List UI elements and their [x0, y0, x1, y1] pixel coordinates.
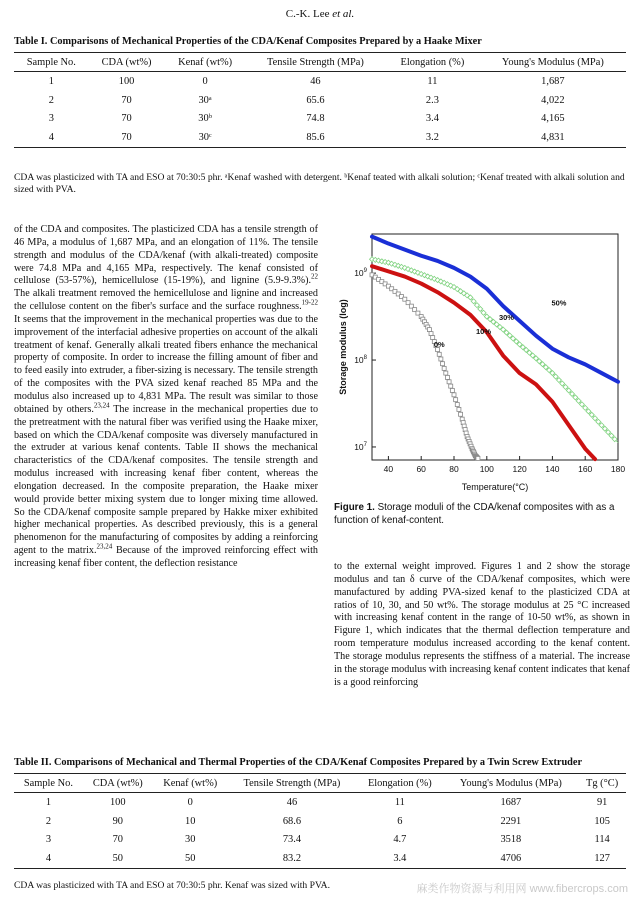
table2-header-cell: Young's Modulus (MPa) — [443, 774, 578, 793]
data-point — [455, 403, 459, 407]
body-text-segment: It seems that the improvement in the mechanical properties was due to the improvement of the interfacial adhesive properties on account of the alkali treatment of kenaf. Generally alkali treated fibers enhance the mechanical property of composite. In order to increase the filling amount of fiber and to feed easily into extruder, a fiber-sizing is necessary. The tensile strength of the composites with the PVA sized kenaf reached 85 MPa and the modulus also increased up to 4,831 MPa. The result was similar to those obtained by others. — [14, 313, 318, 415]
table2-caption: Table II. Comparisons of Mechanical and Thermal Properties of the CDA/Kenaf Composites Prepared by a Twin Screw Extruder — [14, 757, 583, 768]
table1-header-cell: Tensile Strength (MPa) — [246, 53, 385, 72]
y-tick-label — [354, 442, 367, 452]
table1-body — [14, 72, 626, 148]
table2-body — [14, 793, 626, 869]
table-cell: 127 — [578, 849, 626, 868]
data-point — [476, 456, 480, 460]
y-tick-label — [354, 355, 367, 365]
body-text-segment: Because of the improved reinforcing effect with increasing kenaf fiber content, the deflection resistance — [14, 545, 318, 569]
x-tick-label: 40 — [383, 464, 394, 474]
x-tick-label: 140 — [545, 464, 560, 474]
table-cell: 114 — [594, 834, 610, 846]
data-point — [449, 384, 453, 388]
table-cell: 4,165 — [541, 113, 565, 125]
series-annotation: 30% — [498, 313, 514, 323]
data-point — [452, 393, 456, 397]
table-cell: 83.2 — [228, 849, 357, 868]
x-tick-label: 120 — [512, 464, 527, 474]
table-cell: 3.4 — [425, 113, 439, 125]
y-tick-exponent: 7 — [363, 441, 367, 448]
body-text-segment: The increase in the mechanical properties due to the pretreatment with the natural fiber was verified using the Haake mixer, based on which the CDA/kenaf composite was diversely manufactured in the extruder at various kenaf contents. Table II shows the mechanical characteristics of the CDA/kenaf composites. The tensile strength and modulus increased with increasing kenaf fiber content, whereas the elongation decreased. In the composite preparation, the Haake mixer would provide better mixing system due to longer mixing time allowed. So the CDA/kenaf composite sample prepared by Hakke mixer exhibited higher mechanical properties. As described previously, this is a general phenomenon for the manufacturing of composites by adding a reinforcing agent to the matrix. — [14, 403, 319, 557]
data-point — [445, 375, 449, 379]
data-point — [454, 398, 458, 402]
table-cell: 85.6 — [246, 128, 385, 147]
table-row — [14, 72, 626, 91]
table-cell: 70 — [121, 94, 132, 106]
data-point — [444, 371, 448, 375]
table2-header-cell: Sample No. — [14, 774, 83, 793]
data-point — [450, 388, 454, 392]
table-cell: 1687 — [500, 796, 522, 808]
y-tick-base: 10 — [354, 441, 364, 452]
header-authors: C.-K. Lee — [285, 8, 330, 20]
table2-header-cell: Kenaf (wt%) — [153, 774, 228, 793]
y-tick-base: 10 — [354, 355, 364, 366]
table-row — [14, 110, 626, 129]
y-axis-label: Storage modulus (log) — [338, 299, 348, 395]
table-cell: 4,022 — [541, 94, 565, 106]
x-tick-label: 160 — [578, 464, 593, 474]
x-tick-label: 100 — [479, 464, 494, 474]
table-cell: 68.6 — [282, 815, 302, 827]
table-cell: 2 — [45, 815, 52, 827]
table-cell: 3.4 — [356, 849, 443, 868]
table-cell: 30 — [185, 834, 196, 846]
data-point — [429, 332, 433, 336]
table-cell: 3 — [45, 834, 52, 846]
table-cell: 65.6 — [306, 94, 325, 106]
table-cell: 10 — [185, 815, 196, 827]
x-tick-label: 180 — [610, 464, 626, 474]
table-cell: 11 — [427, 75, 438, 87]
data-point — [427, 328, 431, 332]
body-text-segment: of the CDA and composites. The plasticized CDA has a tensile strength of 46 MPa, a modulus of 1,687 MPa, and an elongation of 11%. The tensile strength and modulus of the CDA/kenaf (with alkali-treated) composite were 74.8 MPa and 4,165 MPa, respectively. The kenaf consisted of cellulose (53-57%), hemicellulose (15-19%), and lignine (5.9-9.3%). — [14, 224, 318, 287]
table-cell: 91 — [596, 796, 608, 808]
figure-1-caption — [334, 502, 630, 527]
table-cell: 2.3 — [425, 94, 439, 106]
table-cell: 30ᵃ — [198, 94, 212, 106]
data-point — [442, 366, 446, 370]
table-cell: 0 — [202, 75, 208, 87]
table-cell: 30ᵇ — [198, 113, 212, 125]
table-row — [14, 91, 626, 110]
table2-header-cell: Elongation (%) — [356, 774, 443, 793]
data-point — [441, 362, 445, 366]
data-point — [447, 380, 451, 384]
x-axis-label: Temperature(°C) — [461, 482, 529, 492]
series-annotation: 10% — [476, 326, 492, 336]
table-cell: 3518 — [500, 834, 522, 846]
table-cell: 3.2 — [385, 128, 480, 147]
figure-1 — [334, 228, 630, 498]
data-point — [459, 412, 463, 416]
table1-caption: Table I. Comparisons of Mechanical Properties of the CDA/Kenaf Composites Prepared by a Haake Mixer — [14, 36, 482, 47]
table-cell: 6 — [397, 815, 403, 827]
citation-ref: 23,24 — [96, 542, 113, 551]
figure-1-label: Figure 1. — [334, 502, 375, 513]
table-cell: 4.7 — [393, 834, 407, 846]
y-tick-exponent: 8 — [363, 355, 367, 362]
table-cell: 1 — [45, 796, 52, 808]
data-point — [457, 407, 461, 411]
table-cell: 0 — [187, 796, 193, 808]
table-cell: 3 — [48, 113, 54, 125]
table-cell: 100 — [109, 796, 126, 808]
table-cell: 70 — [112, 834, 123, 846]
table-cell: 70 — [89, 128, 165, 147]
watermark: 麻类作物资源与利用网 www.fibercrops.com — [416, 883, 628, 895]
table2-header-cell: Tensile Strength (MPa) — [228, 774, 357, 793]
table1-header-cell: Kenaf (wt%) — [164, 53, 245, 72]
table-cell: 105 — [594, 815, 610, 827]
table-cell: 11 — [394, 796, 405, 808]
x-tick-label: 80 — [449, 464, 459, 474]
table-row — [14, 812, 626, 831]
table-cell: 1 — [48, 75, 54, 87]
table-row — [14, 849, 626, 868]
table1-header-cell: Elongation (%) — [385, 53, 480, 72]
header-etal: et al. — [332, 8, 355, 20]
table-row — [14, 793, 626, 812]
table1 — [14, 52, 626, 148]
table1-header-cell: CDA (wt%) — [89, 53, 165, 72]
table-cell: 74.8 — [306, 113, 325, 125]
table2-header-cell: Tg (°C) — [578, 774, 626, 793]
data-point — [437, 352, 441, 356]
data-point — [431, 336, 435, 340]
table-cell: 46 — [310, 75, 321, 87]
table-row — [14, 831, 626, 850]
table-cell: 4706 — [443, 849, 578, 868]
running-header — [0, 8, 640, 20]
body-text-right: to the external weight improved. Figures 1 and 2 show the storage modulus and tan δ curve of the CDA/kenaf composites, which were manufactured by adding PVA-sized kenaf to the plasticized CDA at ratios of 10, 30, and 50 wt%. The storage modulus at 25 °C increased with increasing kenaf content in the range of 10-50 wt%, as shown in Figure 1, which indicates that the thermal deflection temperature and room temperature modulus increased according to the kenaf content. The storage modulus represents the stiffness of a material. The increase in the storage modulus with increasing kenaf content indicates that kenaf is a good reinforcing — [334, 561, 630, 688]
table2-header-row — [14, 774, 626, 793]
table1-note: CDA was plasticized with TA and ESO at 70:30:5 phr. ᵃKenaf washed with detergent. ᵇKenaf teated with alkali solution; ᶜKenaf treated with alkali solution and sized with PVA. — [14, 172, 625, 195]
table-cell: 50 — [83, 849, 153, 868]
series-annotation: 0% — [433, 340, 445, 349]
y-tick-label — [354, 268, 367, 278]
series-annotation: 50% — [551, 298, 567, 308]
body-text-left — [14, 224, 318, 571]
table-cell: 4 — [14, 849, 83, 868]
table-cell: 2291 — [500, 815, 522, 827]
y-tick-exponent: 9 — [363, 268, 367, 275]
table-cell: 4,831 — [480, 128, 626, 147]
table-cell: 1,687 — [541, 75, 565, 87]
citation-ref: 22 — [311, 273, 318, 281]
table-cell: 30ᶜ — [164, 128, 245, 147]
table-cell: 50 — [153, 849, 228, 868]
table-cell: 100 — [118, 75, 135, 87]
y-tick-base: 10 — [354, 268, 364, 279]
table1-header-row — [14, 53, 626, 72]
figure-1-caption-text: Storage moduli of the CDA/kenaf composites with as a function of kenaf-content. — [334, 502, 615, 526]
citation-ref: 19-22 — [301, 298, 318, 307]
table-cell: 46 — [286, 796, 298, 808]
table1-header-cell: Young's Modulus (MPa) — [480, 53, 626, 72]
table-row — [14, 128, 626, 147]
table-cell: 73.4 — [282, 834, 302, 846]
citation-ref: 23,24 — [93, 401, 110, 410]
table-cell: 2 — [48, 94, 54, 106]
table1-header-cell: Sample No. — [14, 53, 89, 72]
table-cell: 70 — [121, 113, 132, 125]
table-cell: 90 — [112, 815, 123, 827]
storage-modulus-chart — [334, 228, 630, 498]
data-point — [439, 357, 443, 361]
body-text-segment: The alkali treatment removed the hemicellulose and lignine and increased the cellulose content on the fiber's surface and the surface roughness. — [14, 288, 318, 313]
table2-note: CDA was plasticized with TA and ESO at 70:30:5 phr. Kenaf was sized with PVA. — [14, 880, 330, 891]
table-cell: 4 — [14, 128, 89, 147]
table2-header-cell: CDA (wt%) — [83, 774, 153, 793]
x-tick-label: 60 — [416, 464, 426, 474]
table2 — [14, 773, 626, 869]
